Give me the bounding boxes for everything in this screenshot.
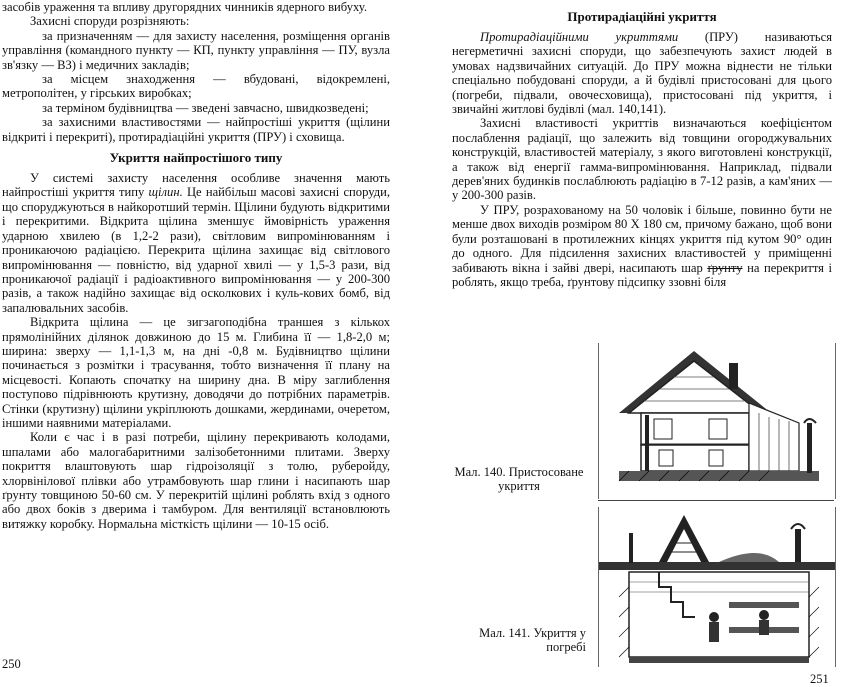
classify-item-protective-properties: за захисними властивостями — найпростіші укриття (щілини відкриті і перекриті), протирадіаційні укриття (ПРУ) і сховища. — [2, 115, 390, 144]
classify-intro: Захисні споруди розрізняють: — [30, 14, 190, 29]
figure-140-caption: Мал. 140. Пристосоване укриття — [454, 465, 584, 493]
paragraph-pru-definition: Протирадіаційними укриттями (ПРУ) називаються негерметичні захисні споруди, що забезпечують захист людей в умовах надзвичайних ситуацій. До ПРУ можна віднести не тільки спеціально побудовані споруди, а й будівлі пристосовані для цього (погреби, підвали, овочесховища), пристосовані під укриття, і звичайні житлові будівлі (мал. 140,141). — [452, 30, 832, 117]
paragraph-open-trench: Відкрита щілина — це зигзагоподібна траншея з кількох прямолінійних ділянок довжиною до 15 м. Глибина її — 1,8-2,0 м; ширина: зверху — 1,1-1,3 м, на дні -0,8 м. Будівництво щілини починається з розмітки і трасування, тобто визначення її плану на місцевості. Копають спочатку на ширину дна. В міру заглиблення поступово підрівнюють крутизну, доводячи до потрібних параметрів. Стінки (крутизну) щілини укріплюють дошками, жердинами, очеретом, іншими наявними матеріалами. — [2, 315, 390, 430]
classify-item-location: за місцем знаходження — вбудовані, відокремлені, метрополітен, у гірських виробках; — [2, 72, 390, 101]
page-number-right: 251 — [810, 672, 829, 686]
section-title-simple-shelters: Укриття найпростішого типу — [109, 150, 283, 166]
classify-item-purpose: за призначенням — для захисту населення, розміщення органів управління (командного пункту — КП, пункту управління — ПУ, вузла зв'язку — ВЗ) і медичних закладів; — [2, 28, 390, 72]
figure-140-adapted-shelter — [598, 343, 836, 499]
figure-141-caption: Мал. 141. Укриття у погребі — [479, 626, 586, 654]
paragraph-pru-exits: У ПРУ, розрахованому на 50 чоловік і більше, повинно бути не менше двох виходів розміром 80 X 180 см, причому бажано, щоб вони були розташовані в протилежних кінцях укриття під кутом 90° один до одного. Для підсилення захисних властивостей у приміщенні забивають вікна і зайві двері, насипають шар ґрунту на перекриття і роблять, якщо треба, ґрунтову підсипку ззовні біля — [452, 202, 832, 289]
paragraph-covered-trench: Коли є час і в разі потреби, щілину перекривають колодами, шпалами або малогабаритними залізобетонними плитами. Зверху покриття влаштовують шар гідроізоляції з толю, руберойду, хлорвінілової плівки або утрамбовують шар глини і насипають шар ґрунту товщиною 50-60 см. У перекритій щілині роблять вхід з одного або двох боків з дверима і тамбуром. Для вентиляції встановлюють витяжку коробку. Нормальна місткість щілини — 10-15 осіб. — [2, 430, 390, 531]
house-shelter-illustration — [599, 343, 835, 499]
left-page-column — [2, 0, 390, 531]
paragraph-trenches-intro: У системі захисту населення особливе значення мають найпростіші укриття типу щілин. Це найбільш масові захисні споруди, що споруджуються в найкоротший термін. Щілини будують відкритими і перекритими. Відкрита щілина зменшує ймовірність ураження ударною хвилею (в 1,2-2 рази), світловим випромінюванням і проникаючою радіацією. Перекрита щілина захищає від світлового випромінювання — повністю, від ударної хвилі — у 1,5-3 рази, від проникаючої радіації і радіоактивного випромінювання — у 200-300 разів, а також надійно захищає від осколкових і куль-кових бомб, від запалювальних засобів. — [2, 171, 390, 315]
page-number-left: 250 — [2, 657, 21, 671]
right-page-column — [452, 0, 832, 289]
cellar-shelter-illustration — [599, 507, 835, 667]
classify-item-construction-time: за терміном будівництва — зведені завчасно, швидкозведені; — [42, 100, 369, 115]
paragraph-protective-properties: Захисні властивості укриттів визначаються коефіцієнтом послаблення радіації, що залежить від товщини огороджувальних конструкцій, властивостей матеріалу, з якого виготовлені конструкції, а також від енергії гамма-випромінювання. Наприклад, підвали дерев'яних будинків послаблюють радіацію в 7-12 разів, а кам'яних — у 200-300 разів. — [452, 116, 832, 203]
top-fragment-text: засобів ураження та впливу другорядних чинників ядерного вибуху. — [2, 0, 367, 14]
figure-divider — [598, 500, 834, 501]
section-title-radiation-shelters: Протирадіаційні укриття — [567, 9, 717, 24]
figure-141-cellar-shelter — [598, 507, 836, 667]
